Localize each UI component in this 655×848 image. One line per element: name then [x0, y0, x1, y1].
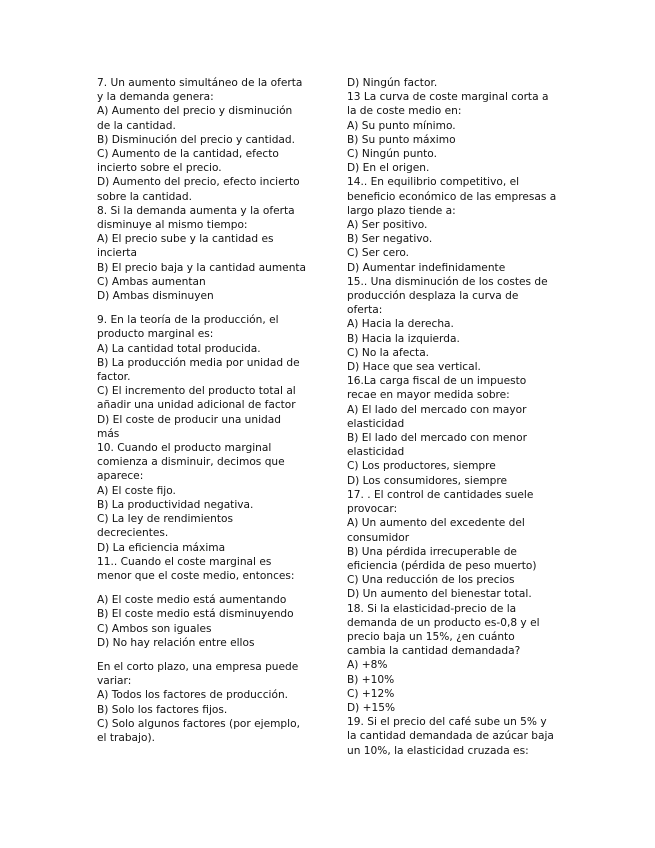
- text-line: cambia la cantidad demandada?: [347, 645, 521, 658]
- text-line: 14.. En equilibrio competitivo, el: [347, 176, 520, 189]
- text-line: D) En el origen.: [347, 162, 430, 175]
- text-line: C) Ningún punto.: [347, 148, 437, 161]
- text-line: disminuye al mismo tiempo:: [97, 219, 248, 232]
- text-line: 7. Un aumento simultáneo de la oferta: [97, 77, 303, 89]
- text-line: C) Ser cero.: [347, 247, 409, 260]
- text-line: C) Ambas aumentan: [97, 275, 206, 288]
- text-line: C) No la afecta.: [347, 346, 430, 359]
- text-line: incierta: [97, 247, 137, 260]
- text-line: 19. Si el precio del café sube un 5% y: [347, 716, 547, 729]
- text-line: 10. Cuando el producto marginal: [97, 442, 272, 455]
- text-line: A) La cantidad total producida.: [97, 342, 261, 355]
- text-line: B) Ser negativo.: [347, 233, 433, 246]
- text-line: precio baja un 15%, ¿en cuánto: [347, 630, 515, 643]
- text-line: 11.. Cuando el coste marginal es: [97, 555, 272, 568]
- text-line: C) Los productores, siempre: [347, 460, 496, 473]
- text-line: y la demanda genera:: [97, 91, 214, 104]
- text-line: el trabajo).: [97, 731, 155, 744]
- text-line: C) Una reducción de los precios: [347, 574, 515, 587]
- text-line: D) Hace que sea vertical.: [347, 361, 481, 374]
- text-line: producción desplaza la curva de: [347, 290, 519, 303]
- text-line: más: [97, 427, 120, 440]
- text-line: B) Disminución del precio y cantidad.: [97, 133, 296, 146]
- text-line: A) Ser positivo.: [347, 219, 428, 232]
- text-line: A) Todos los factores de producción.: [97, 689, 289, 702]
- text-line: B) Su punto máximo: [347, 133, 456, 146]
- text-line: A) Su punto mínimo.: [347, 119, 456, 132]
- text-line: A) Hacia la derecha.: [347, 318, 454, 331]
- text-line: beneficio económico de las empresas a: [347, 190, 557, 203]
- text-line: 16.La carga fiscal de un impuesto: [347, 375, 527, 388]
- text-line: C) +12%: [347, 687, 395, 700]
- text-line: factor.: [97, 371, 131, 384]
- text-line: 8. Si la demanda aumenta y la oferta: [97, 204, 295, 217]
- text-line: B) El coste medio está disminuyendo: [97, 608, 294, 621]
- text-line: D) El coste de producir una unidad: [97, 413, 281, 426]
- text-line: D) Ningún factor.: [347, 77, 438, 89]
- text-line: En el corto plazo, una empresa puede: [97, 660, 299, 673]
- text-line: B) Una pérdida irrecuperable de: [347, 545, 517, 558]
- text-line: A) El lado del mercado con mayor: [347, 403, 527, 416]
- right-column: [347, 76, 569, 758]
- text-line: 17. . El control de cantidades suele: [347, 488, 534, 501]
- text-line: A) +8%: [347, 659, 388, 672]
- text-line: añadir una unidad adicional de factor: [97, 399, 296, 412]
- text-line: D) Aumentar indefinidamente: [347, 261, 506, 274]
- text-line: A) Un aumento del excedente del: [347, 517, 525, 530]
- paragraph-gap: [97, 303, 319, 313]
- text-line: B) El lado del mercado con menor: [347, 432, 527, 445]
- text-line: sobre la cantidad.: [97, 190, 192, 203]
- text-line: B) Hacia la izquierda.: [347, 332, 460, 345]
- text-line: oferta:: [347, 304, 383, 317]
- text-line: variar:: [97, 675, 132, 688]
- text-line: D) Los consumidores, siempre: [347, 474, 508, 487]
- text-line: la cantidad demandada de azúcar baja: [347, 730, 554, 743]
- text-line: recae en mayor medida sobre:: [347, 389, 510, 402]
- text-line: A) El coste fijo.: [97, 484, 176, 497]
- text-line: incierto sobre el precio.: [97, 162, 222, 175]
- text-line: B) La producción media por unidad de: [97, 356, 300, 369]
- text-line: D) La eficiencia máxima: [97, 541, 226, 554]
- text-line: elasticidad: [347, 417, 405, 430]
- text-line: 18. Si la elasticidad-precio de la: [347, 602, 517, 615]
- text-line: D) +15%: [347, 701, 396, 714]
- text-line: D) Ambas disminuyen: [97, 290, 214, 303]
- text-line: A) Aumento del precio y disminución: [97, 105, 293, 118]
- text-line: B) La productividad negativa.: [97, 498, 254, 511]
- text-line: comienza a disminuir, decimos que: [97, 456, 285, 469]
- text-line: elasticidad: [347, 446, 405, 459]
- text-line: 13 La curva de coste marginal corta a: [347, 91, 549, 104]
- text-line: consumidor: [347, 531, 410, 544]
- text-line: provocar:: [347, 503, 398, 516]
- text-line: A) El precio sube y la cantidad es: [97, 233, 274, 246]
- text-line: A) El coste medio está aumentando: [97, 594, 287, 607]
- text-line: D) Un aumento del bienestar total.: [347, 588, 532, 601]
- text-line: D) No hay relación entre ellos: [97, 636, 255, 649]
- text-line: menor que el coste medio, entonces:: [97, 569, 295, 582]
- text-line: un 10%, la elasticidad cruzada es:: [347, 744, 529, 757]
- text-line: producto marginal es:: [97, 328, 214, 341]
- text-line: aparece:: [97, 470, 144, 483]
- text-line: C) Ambos son iguales: [97, 622, 212, 635]
- left-column: [97, 76, 319, 745]
- text-line: B) El precio baja y la cantidad aumenta: [97, 261, 307, 274]
- text-line: C) Solo algunos factores (por ejemplo,: [97, 717, 300, 730]
- paragraph-gap: [97, 583, 319, 593]
- text-line: C) El incremento del producto total al: [97, 385, 296, 398]
- text-line: eficiencia (pérdida de peso muerto): [347, 559, 537, 572]
- text-line: la de coste medio en:: [347, 105, 462, 118]
- text-line: D) Aumento del precio, efecto incierto: [97, 176, 300, 189]
- text-line: B) +10%: [347, 673, 395, 686]
- text-line: largo plazo tiende a:: [347, 204, 456, 217]
- text-line: 15.. Una disminución de los costes de: [347, 275, 548, 288]
- text-line: B) Solo los factores fijos.: [97, 703, 228, 716]
- text-line: C) Aumento de la cantidad, efecto: [97, 148, 279, 161]
- text-line: C) La ley de rendimientos: [97, 513, 234, 526]
- text-line: 9. En la teoría de la producción, el: [97, 314, 279, 327]
- text-line: demanda de un producto es-0,8 y el: [347, 616, 540, 629]
- text-line: de la cantidad.: [97, 119, 176, 132]
- text-line: decrecientes.: [97, 527, 169, 540]
- paragraph-gap: [97, 650, 319, 660]
